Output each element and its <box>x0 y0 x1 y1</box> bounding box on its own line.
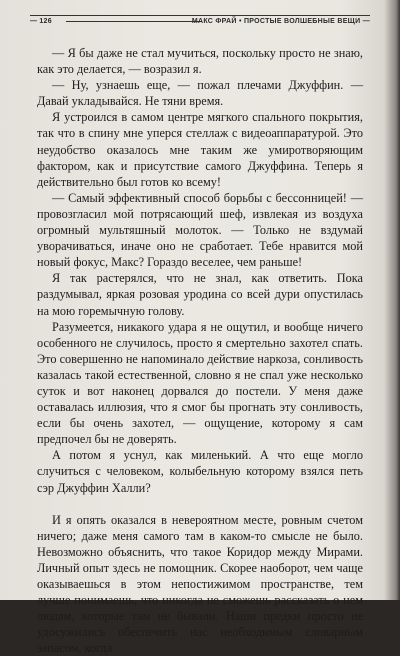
page-header <box>30 15 370 27</box>
page-number-value: 126 <box>39 18 52 25</box>
paragraph: — Самый эффективный способ борьбы с бессонницей! — провозгласил мой потрясающий шеф, извлекая из воздуха огромный мультяшный молоток. — Только не вздумай уворачиваться, иначе оно не сработает. Тебе нравится мой новый фокус, Макс? Гораздо веселее, чем раньше! <box>37 190 363 270</box>
page-number-dash: — <box>30 18 38 25</box>
paragraph: — Я бы даже не стал мучиться, поскольку просто не знаю, как это делается, — возразил я. <box>37 46 363 77</box>
paragraph: — Ну, узнаешь еще, — пожал плечами Джуффин. — Давай укладывайся. Не тяни время. <box>37 78 363 109</box>
paragraph: Я так растерялся, что не знал, как ответить. Пока раздумывал, яркая розовая уродина со всей дури опустилась на мою горемычную голову. <box>37 271 363 318</box>
paragraph: А потом я уснул, как миленький. А что еще могло случиться с человеком, колыбельную которому взялся петь сэр Джуффин Халли? <box>37 448 363 495</box>
paragraph: И я опять оказался в невероятном месте, ровным счетом ничего; даже меня самого там в каком-то смысле не было. Невозможно объяснить, что такое Коридор между Мирами. Личный опыт здесь не помощник. Скорее наоборот, чем чаще оказываешься в этом непостижимом пространстве, тем лучше понимаешь, что никогда не сможешь рассказать о нем людям, которые там не бывали. Наши предки просто не удосужились обеспечить нас необходимым словарным запасом, когда <box>37 512 363 656</box>
paragraph: Я устроился в самом центре мягкого спального покрытия, так что в спину мне уперся стеллаж с видеоаппаратурой. Это неудобство оказалось мне таким же умиротворяющим фактором, как и присутствие самого Джуффина. Теперь я действительно был готов ко всему! <box>37 110 363 189</box>
page-number <box>30 16 52 28</box>
paragraph: Разумеется, никакого удара я не ощутил, и вообще ничего особенного не случилось, просто я смертельно захотел спать. Это совершенно не напоминало действие наркоза, сонливость казалась такой естественной, словно я не спал уже несколько суток и вот наконец дорвался до постели. У меня даже оставалась иллюзия, что я смог бы прогнать эту сонливость, если бы очень захотел, — ощущение, которому я сам предпочел бы не доверять. <box>37 319 363 447</box>
page-body <box>37 45 363 656</box>
running-title: МАКС ФРАЙ • ПРОСТЫЕ ВОЛШЕБНЫЕ ВЕЩИ — <box>191 18 370 25</box>
header-rule-line <box>66 21 202 22</box>
